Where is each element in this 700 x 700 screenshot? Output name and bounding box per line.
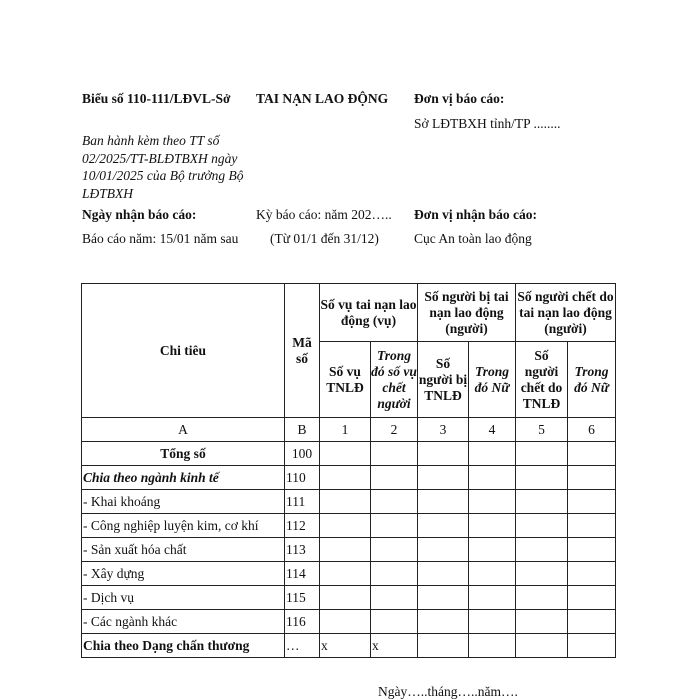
row-code: 113 [285,538,320,562]
cell-fatal-cases[interactable] [371,466,418,490]
cell-cases[interactable] [320,586,371,610]
cell-deaths-female[interactable] [568,586,616,610]
header-sub-injured-female: Trong đó Nữ [469,342,516,418]
index-cell: B [285,418,320,442]
index-cell: 5 [516,418,568,442]
receiving-unit-label: Đơn vị nhận báo cáo: [414,207,538,222]
row-code: 100 [285,442,320,466]
index-cell: 6 [568,418,616,442]
cell-fatal-cases[interactable] [371,610,418,634]
index-cell: 2 [371,418,418,442]
cell-cases[interactable] [320,490,371,514]
row-code: 115 [285,586,320,610]
issued-note: Ban hành kèm theo TT số 02/2025/TT-BLĐTBXH ngày 10/01/2025 của Bộ trưởng Bộ LĐTBXH [82,133,244,201]
cell-injured[interactable] [418,490,469,514]
cell-deaths[interactable] [516,442,568,466]
cell-deaths[interactable] [516,586,568,610]
row-code: 111 [285,490,320,514]
cell-deaths-female[interactable] [568,538,616,562]
receive-date-value: Báo cáo năm: 15/01 năm sau [82,231,239,246]
period-label: Kỳ báo cáo: năm 202….. [256,207,392,222]
table-row [82,490,616,514]
index-cell: 4 [469,418,516,442]
row-code: 110 [285,466,320,490]
header-sub-cases: Số vụ TNLĐ [320,342,371,418]
cell-injured-female[interactable] [469,442,516,466]
accident-table [81,283,616,658]
cell-fatal-cases[interactable] [371,562,418,586]
header-chi-tieu: Chi tiêu [82,284,285,418]
footer-date-line: Ngày…..tháng…..năm…. [378,684,518,699]
cell-injured[interactable] [418,562,469,586]
table-row [82,610,616,634]
cell-deaths[interactable] [516,514,568,538]
row-label: - Sản xuất hóa chất [82,538,285,562]
header-sub-deaths: Số người chết do TNLĐ [516,342,568,418]
cell-injured[interactable] [418,610,469,634]
cell-injured[interactable] [418,514,469,538]
row-label: - Công nghiệp luyện kim, cơ khí [82,514,285,538]
header-sub-injured: Số người bị TNLĐ [418,342,469,418]
row-label: - Các ngành khác [82,610,285,634]
cell-cases[interactable] [320,466,371,490]
header-ma-so: Mã số [285,284,320,418]
cell-deaths-female[interactable] [568,634,616,658]
cell-deaths[interactable] [516,634,568,658]
row-code: 114 [285,562,320,586]
cell-fatal-cases[interactable] [371,514,418,538]
table-row-injury-type [82,634,616,658]
cell-fatal-cases[interactable]: x [371,634,418,658]
header-group-injured: Số người bị tai nạn lao động (người) [418,284,516,342]
cell-deaths-female[interactable] [568,514,616,538]
row-label: - Khai khoáng [82,490,285,514]
cell-deaths[interactable] [516,490,568,514]
reporting-unit-label: Đơn vị báo cáo: [414,91,505,106]
table-row [82,538,616,562]
cell-injured[interactable] [418,586,469,610]
cell-fatal-cases[interactable] [371,490,418,514]
receiving-unit-value: Cục An toàn lao động [414,231,532,246]
row-code: 112 [285,514,320,538]
header-sub-deaths-female: Trong đó Nữ [568,342,616,418]
row-label: Chia theo ngành kinh tế [82,466,285,490]
cell-deaths[interactable] [516,466,568,490]
cell-cases[interactable] [320,538,371,562]
cell-deaths[interactable] [516,538,568,562]
index-row [82,418,616,442]
form-code: Biểu số 110-111/LĐVL-Sở [82,91,231,106]
cell-injured[interactable] [418,538,469,562]
cell-cases[interactable] [320,514,371,538]
header-row-1 [82,284,616,342]
cell-injured-female[interactable] [469,634,516,658]
cell-injured-female[interactable] [469,562,516,586]
cell-injured-female[interactable] [469,490,516,514]
cell-injured[interactable] [418,634,469,658]
row-code: … [285,634,320,658]
cell-injured-female[interactable] [469,586,516,610]
reporting-unit-value: Sở LĐTBXH tỉnh/TP ........ [414,116,561,131]
header-group-deaths: Số người chết do tai nạn lao động (người) [516,284,616,342]
cell-fatal-cases[interactable] [371,586,418,610]
cell-cases[interactable] [320,562,371,586]
cell-injured[interactable] [418,466,469,490]
cell-injured-female[interactable] [469,514,516,538]
period-range: (Từ 01/1 đến 31/12) [270,231,379,246]
row-code: 116 [285,610,320,634]
row-label: - Dịch vụ [82,586,285,610]
cell-deaths-female[interactable] [568,466,616,490]
cell-deaths[interactable] [516,610,568,634]
row-label: - Xây dựng [82,562,285,586]
receive-date-label: Ngày nhận báo cáo: [82,207,197,222]
cell-deaths-female[interactable] [568,610,616,634]
cell-injured-female[interactable] [469,466,516,490]
cell-deaths-female[interactable] [568,442,616,466]
row-label: Chia theo Dạng chấn thương [82,634,285,658]
cell-fatal-cases[interactable] [371,538,418,562]
cell-cases[interactable] [320,610,371,634]
cell-injured-female[interactable] [469,538,516,562]
table-row [82,466,616,490]
header-group-cases: Số vụ tai nạn lao động (vụ) [320,284,418,342]
cell-deaths-female[interactable] [568,490,616,514]
cell-fatal-cases[interactable] [371,442,418,466]
table-row [82,514,616,538]
cell-cases[interactable]: x [320,634,371,658]
report-title: TAI NẠN LAO ĐỘNG [256,91,389,106]
index-cell: 3 [418,418,469,442]
table-row [82,586,616,610]
cell-injured[interactable] [418,442,469,466]
table-row-total [82,442,616,466]
index-cell: A [82,418,285,442]
header-sub-fatal-cases: Trong đó số vụ chết người [371,342,418,418]
cell-cases[interactable] [320,442,371,466]
table-row [82,562,616,586]
row-label: Tổng số [82,442,285,466]
cell-deaths[interactable] [516,562,568,586]
index-cell: 1 [320,418,371,442]
cell-injured-female[interactable] [469,610,516,634]
cell-deaths-female[interactable] [568,562,616,586]
